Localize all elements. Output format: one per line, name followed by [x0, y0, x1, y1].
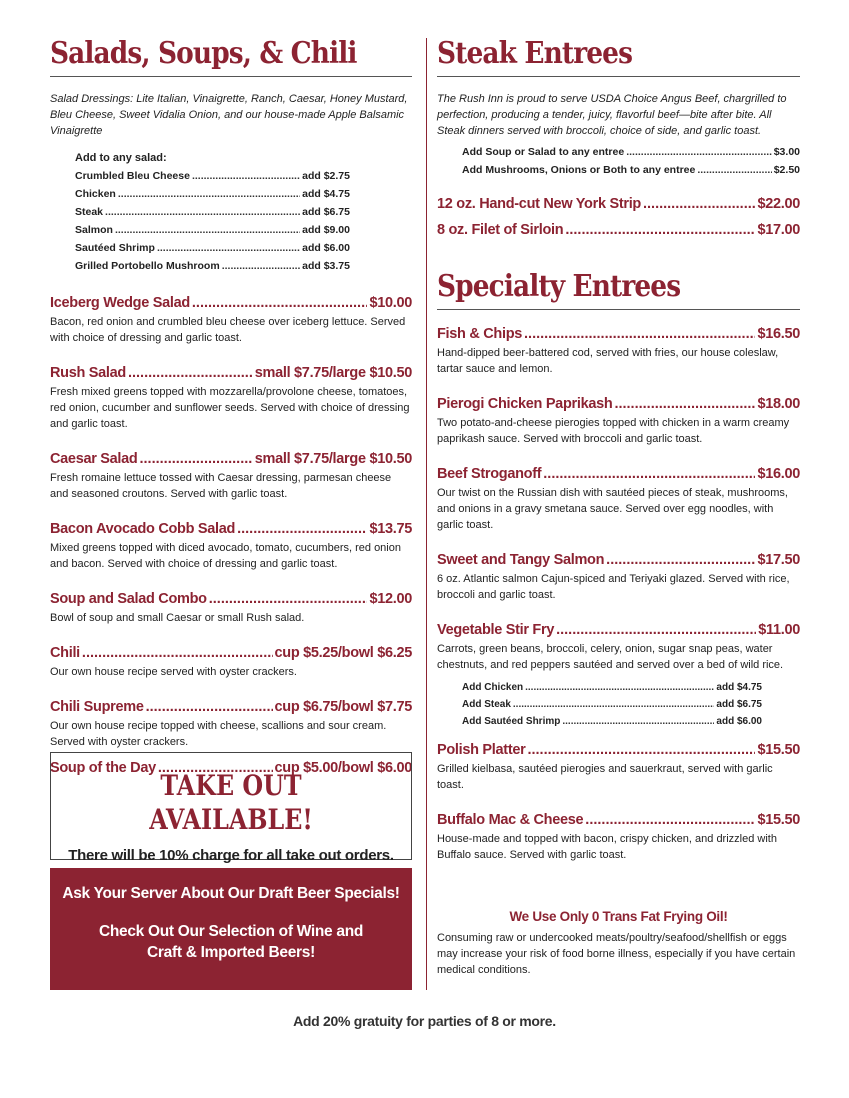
addon-label: Sautéed Shrimp — [75, 242, 155, 254]
menu-item-soup-salad-combo — [50, 589, 412, 626]
addon-label: Add Soup or Salad to any entree — [462, 146, 625, 158]
item-price: $13.75 — [369, 521, 412, 537]
stir-fry-addons — [462, 679, 800, 730]
steak-intro: The Rush Inn is proud to serve USDA Choice Angus Beef, chargrilled to perfection, producing a tender, juicy, flavorful beef—bite after bite. All Steak dinners served with broccoli, choice of side, and garlic toast. — [437, 93, 787, 137]
addon-label: Add Mushrooms, Onions or Both to any entree — [462, 164, 696, 176]
menu-item-cobb-salad — [50, 519, 412, 572]
steak-section-title: Steak Entrees — [437, 36, 633, 71]
item-description: Fresh romaine lettuce tossed with Caesar dressing, parmesan cheese and seasoned croutons. Served with garlic toast. — [50, 472, 392, 500]
addon-row — [75, 257, 350, 275]
salads-column — [50, 34, 412, 778]
takeout-title: TAKE OUT AVAILABLE! — [149, 769, 313, 836]
addon-price: add $3.75 — [302, 260, 350, 272]
item-price: $10.00 — [369, 295, 412, 311]
addon-label: Crumbled Bleu Cheese — [75, 170, 190, 182]
item-name: 8 oz. Filet of Sirloin — [437, 222, 564, 238]
column-divider — [426, 38, 427, 990]
section-rule — [437, 309, 800, 310]
menu-item-polish-platter — [437, 740, 800, 793]
item-description: 6 oz. Atlantic salmon Cajun-spiced and Teriyaki glazed. Served with rice, broccoli and garlic toast. — [437, 573, 790, 601]
item-name: Fish & Chips — [437, 326, 523, 342]
item-name: Bacon Avocado Cobb Salad — [50, 521, 236, 537]
addon-label: Add Sautéed Shrimp — [462, 716, 561, 727]
section-rule — [50, 76, 412, 77]
addon-row — [462, 143, 800, 161]
item-name: Sweet and Tangy Salmon — [437, 552, 605, 568]
addon-row — [462, 696, 762, 713]
addon-price: $2.50 — [773, 164, 800, 176]
addon-row — [75, 167, 350, 185]
item-name: Pierogi Chicken Paprikash — [437, 396, 613, 412]
addon-price: add $9.00 — [302, 224, 350, 236]
addon-row — [75, 203, 350, 221]
item-name: Iceberg Wedge Salad — [50, 295, 190, 311]
addon-price: add $6.75 — [716, 699, 762, 710]
item-price: $15.50 — [757, 742, 800, 758]
item-description: Two potato-and-cheese pierogies topped with chicken in a warm creamy paprikash sauce. Served with broccoli and garlic toast. — [437, 417, 790, 445]
menu-item-iceberg-wedge — [50, 293, 412, 346]
item-name: Chili Supreme — [50, 699, 144, 715]
item-price: $16.00 — [757, 466, 800, 482]
addon-label: Add Chicken — [462, 682, 524, 693]
item-name: Buffalo Mac & Cheese — [437, 812, 584, 828]
addon-row — [462, 679, 762, 696]
item-price: cup $6.75/bowl $7.75 — [274, 699, 412, 715]
trans-fat-title: We Use Only 0 Trans Fat Frying Oil! — [509, 909, 728, 924]
steak-addons — [462, 143, 800, 179]
wine-beer-line-2: Craft & Imported Beers! — [147, 944, 315, 961]
item-description: Grilled kielbasa, sautéed pierogies and sauerkraut, served with garlic toast. — [437, 763, 773, 791]
salad-addons-heading: Add to any salad: — [75, 152, 167, 164]
menu-item-stir-fry — [437, 620, 800, 673]
item-price: $16.50 — [757, 326, 800, 342]
wine-beer-note — [50, 921, 412, 963]
takeout-box — [50, 752, 412, 864]
menu-item-rush-salad — [50, 363, 412, 432]
item-price: small $7.75/large $10.50 — [254, 451, 412, 467]
item-name: Beef Stroganoff — [437, 466, 542, 482]
menu-item-fish-chips — [437, 324, 800, 377]
addon-price: add $4.75 — [302, 188, 350, 200]
item-name: Soup and Salad Combo — [50, 591, 207, 607]
addon-price: add $6.00 — [716, 716, 762, 727]
specialty-section-title: Specialty Entrees — [437, 269, 681, 304]
item-name: Soup of the Day — [50, 760, 156, 776]
item-description: Hand-dipped beer-battered cod, served with fries, our house coleslaw, tartar sauce and lemon. — [437, 347, 779, 375]
menu-item-buffalo-mac — [437, 810, 800, 863]
menu-item-pierogi-paprikash — [437, 394, 800, 447]
addon-price: add $6.75 — [302, 206, 350, 218]
item-price: $11.00 — [758, 622, 800, 638]
menu-item-beef-stroganoff — [437, 464, 800, 533]
salads-section-title: Salads, Soups, & Chili — [50, 36, 357, 71]
item-price: $12.00 — [369, 591, 412, 607]
item-description: House-made and topped with bacon, crispy chicken, and drizzled with Buffalo sauce. Served with garlic toast. — [437, 833, 777, 861]
menu-item-caesar-salad — [50, 449, 412, 502]
menu-item-chili-supreme — [50, 697, 412, 750]
item-price: cup $5.25/bowl $6.25 — [274, 645, 412, 661]
item-name: Vegetable Stir Fry — [437, 622, 555, 638]
gratuity-note: Add 20% gratuity for parties of 8 or more. — [293, 1013, 556, 1029]
menu-item-chili — [50, 643, 412, 680]
salad-dressings-note: Salad Dressings: Lite Italian, Vinaigrette, Ranch, Caesar, Honey Mustard, Bleu Cheese, Sweet Vidalia Onion, and our house-made Apple Balsamic Vinaigrette — [50, 93, 408, 137]
addon-label: Grilled Portobello Mushroom — [75, 260, 220, 272]
item-price: $17.50 — [757, 552, 800, 568]
addon-row — [462, 161, 800, 179]
addon-label: Steak — [75, 206, 104, 218]
addon-row — [75, 185, 350, 203]
item-price: $17.00 — [757, 222, 800, 238]
addon-price: add $4.75 — [716, 682, 762, 693]
addon-label: Salmon — [75, 224, 113, 236]
item-description: Mixed greens topped with diced avocado, tomato, cucumbers, red onion and bacon. Served with choice of dressing and garlic toast. — [50, 542, 401, 570]
beer-specials-box — [50, 868, 412, 990]
draft-beer-note: Ask Your Server About Our Draft Beer Specials! — [62, 885, 400, 902]
addon-label: Add Steak — [462, 699, 511, 710]
item-name: Chili — [50, 645, 80, 661]
item-price: small $7.75/large $10.50 — [254, 365, 412, 381]
addon-price: $3.00 — [773, 146, 800, 158]
trans-fat-notice — [437, 909, 800, 978]
entrees-column — [437, 34, 800, 863]
item-name: Rush Salad — [50, 365, 126, 381]
salad-addons — [75, 149, 412, 275]
item-description: Fresh mixed greens topped with mozzarella/provolone cheese, tomatoes, red onion, cucumber and sunflower seeds. Served with choice of dressing and garlic toast. — [50, 386, 410, 430]
item-price: $22.00 — [757, 196, 800, 212]
addon-row — [75, 239, 350, 257]
consumer-advisory: Consuming raw or undercooked meats/poultry/seafood/shellfish or eggs may increase your risk of food borne illness, especially if you have certain medical conditions. — [437, 932, 796, 976]
addon-label: Chicken — [75, 188, 116, 200]
item-price: $15.50 — [757, 812, 800, 828]
item-description: Carrots, green beans, broccoli, celery, onion, sugar snap peas, water chestnuts, and red peppers sautéed and served over a bed of wild rice. — [437, 643, 784, 671]
menu-item-ny-strip — [437, 194, 800, 214]
item-name: 12 oz. Hand-cut New York Strip — [437, 196, 641, 212]
addon-price: add $6.00 — [302, 242, 350, 254]
item-price: $18.00 — [757, 396, 800, 412]
addon-price: add $2.75 — [302, 170, 350, 182]
item-description: Our own house recipe topped with cheese, scallions and sour cream. Served with oyster crackers. — [50, 720, 387, 748]
item-price: cup $5.00/bowl $6.00 — [274, 760, 412, 776]
addon-row — [462, 713, 762, 730]
item-name: Polish Platter — [437, 742, 526, 758]
addon-row — [75, 221, 350, 239]
item-description: Our twist on the Russian dish with sautéed pieces of steak, mushrooms, and onions in a gravy smetana sauce. Served over egg noodles, with garlic toast. — [437, 487, 788, 531]
item-name: Caesar Salad — [50, 451, 138, 467]
item-description: Bowl of soup and small Caesar or small Rush salad. — [50, 612, 305, 624]
wine-beer-line-1: Check Out Our Selection of Wine and — [98, 923, 364, 940]
item-description: Bacon, red onion and crumbled bleu cheese over iceberg lettuce. Served with choice of dressing and garlic toast. — [50, 316, 406, 344]
menu-item-salmon — [437, 550, 800, 603]
item-description: Our own house recipe served with oyster crackers. — [50, 666, 297, 678]
menu-item-filet-sirloin — [437, 220, 800, 240]
takeout-note: There will be 10% charge for all take out orders. — [68, 847, 394, 864]
section-rule — [437, 76, 800, 77]
